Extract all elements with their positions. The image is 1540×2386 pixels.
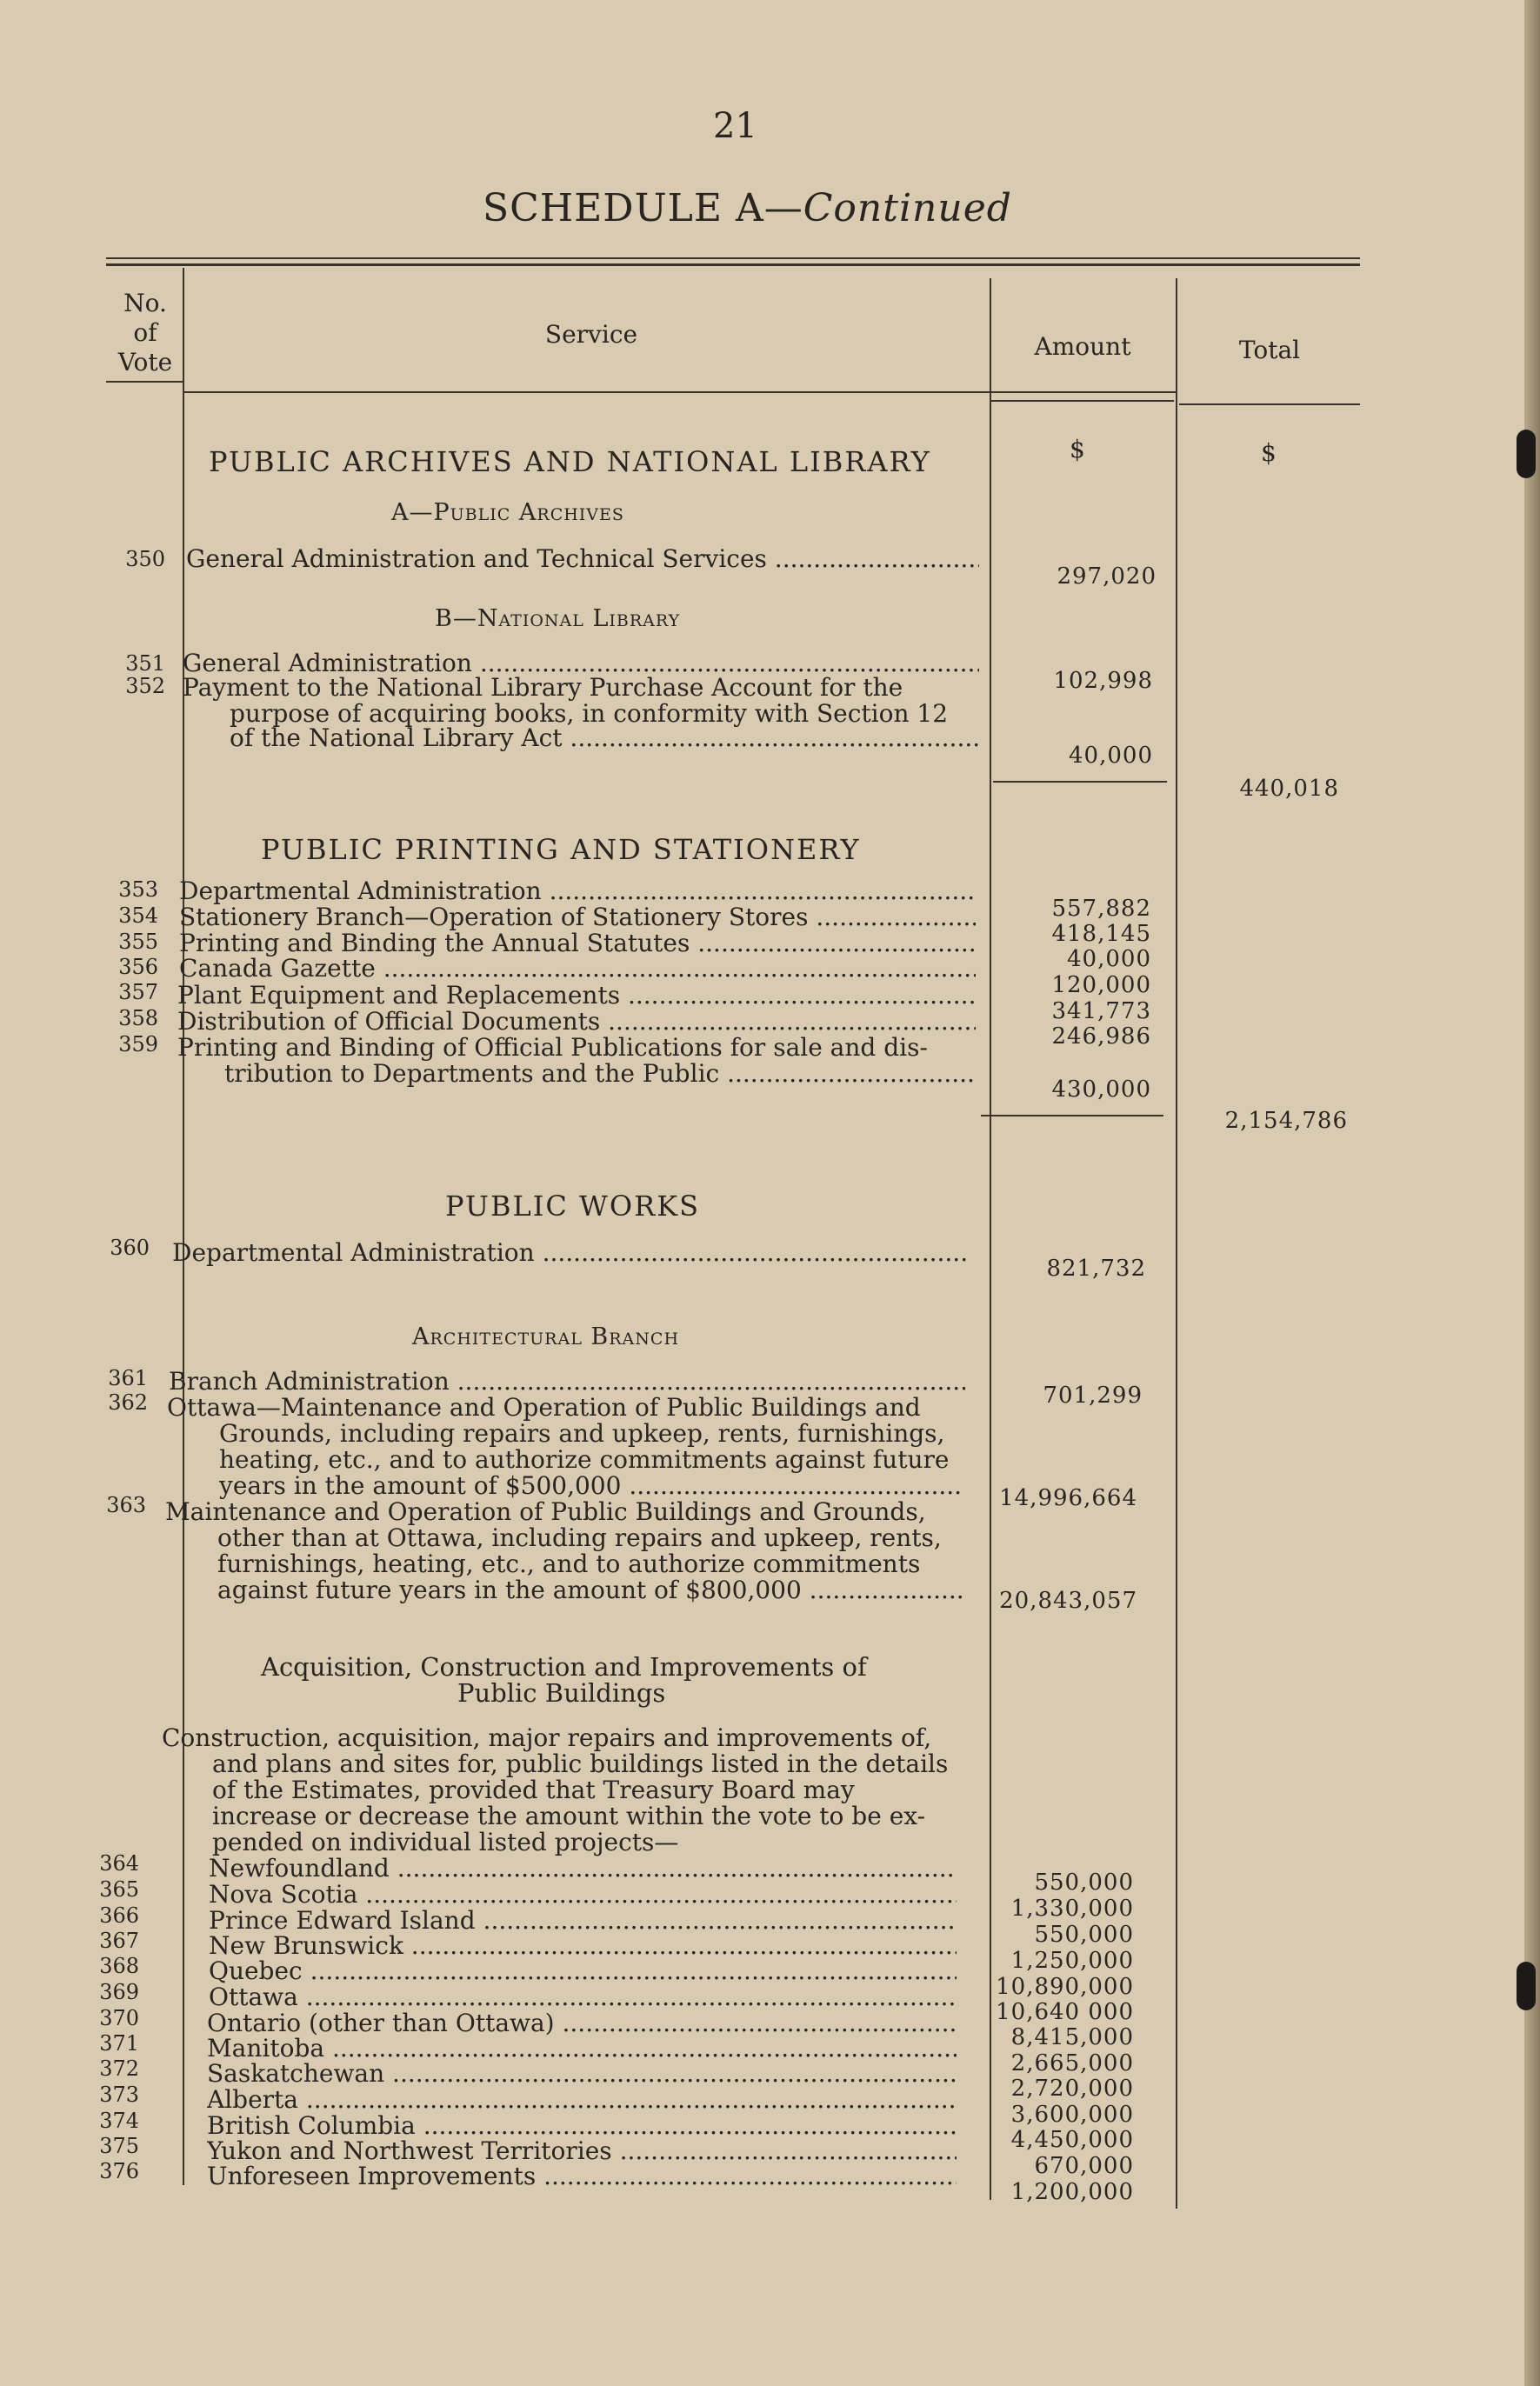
amount-value: 2,665,000: [1010, 2050, 1134, 2076]
service-label: Alberta .....: [207, 2087, 957, 2113]
acquisition-intro-line: pended on individual listed projects—: [212, 1828, 679, 1856]
service-label: Stationery Branch—Operation of Stationery Stores .....: [179, 904, 976, 930]
service-label: Prince Edward Island .....: [209, 1908, 957, 1934]
acquisition-intro-line: Construction, acquisition, major repairs and improvements of,: [162, 1723, 932, 1752]
section-heading-archives: PUBLIC ARCHIVES AND NATIONAL LIBRARY: [209, 445, 931, 478]
service-label: Unforeseen Improvements .....: [207, 2163, 957, 2189]
service-label-cont: tribution to Departments and the Public .....: [224, 1061, 976, 1087]
amount-header: Amount: [1034, 332, 1131, 361]
amount-value: 8,415,000: [1010, 2024, 1134, 2050]
amount-value: 10,890,000: [996, 1974, 1134, 2000]
service-label: General Administration and Technical Services .....: [186, 546, 979, 572]
vote-number: 360: [110, 1236, 150, 1260]
amount-value: 430,000: [1051, 1076, 1151, 1103]
acquisition-intro-line: of the Estimates, provided that Treasury Board may: [212, 1776, 855, 1804]
top-rule-double: [106, 263, 1360, 266]
service-label-cont: heating, etc., and to authorize commitments against future: [219, 1445, 950, 1474]
vote-number: 359: [118, 1032, 158, 1056]
total-header-rule: [1179, 403, 1360, 405]
amount-value: 821,732: [1046, 1256, 1146, 1282]
amount-divider: [1176, 278, 1177, 2209]
vote-number: 373: [99, 2083, 139, 2107]
subheading-architectural-branch: Architectural Branch: [412, 1323, 680, 1350]
service-label: Quebec .....: [209, 1958, 957, 1984]
amount-value: 102,998: [1053, 668, 1153, 694]
service-label: General Administration .....: [183, 650, 979, 676]
amount-value: 1,250,000: [1010, 1948, 1134, 1974]
amount-value: 1,330,000: [1010, 1896, 1134, 1922]
amount-value: 40,000: [1069, 743, 1153, 769]
amount-value: 14,996,664: [999, 1485, 1137, 1511]
service-label: Canada Gazette .....: [179, 956, 976, 982]
subtotal-rule: [981, 1115, 1163, 1116]
service-label: Departmental Administration .....: [172, 1240, 969, 1266]
service-label: Departmental Administration .....: [179, 878, 976, 904]
amount-value: 297,020: [1057, 563, 1157, 590]
amount-value: 40,000: [1067, 946, 1151, 972]
service-label: British Columbia .....: [207, 2113, 957, 2139]
service-label: Printing and Binding the Annual Statutes .....: [179, 930, 976, 956]
schedule-title: SCHEDULE A—Continued: [483, 186, 1012, 230]
acquisition-intro-line: increase or decrease the amount within the vote to be ex-: [212, 1802, 926, 1830]
top-rule: [106, 257, 1360, 259]
vote-number: 352: [125, 674, 165, 698]
vote-number: 367: [99, 1929, 139, 1953]
amount-value: 2,720,000: [1010, 2076, 1134, 2102]
service-label: Plant Equipment and Replacements .....: [177, 983, 976, 1009]
amount-value: 20,843,057: [999, 1588, 1137, 1614]
service-label: Ontario (other than Ottawa) .....: [207, 2010, 957, 2036]
vote-number: 369: [99, 1980, 139, 2004]
subtotal-rule: [993, 781, 1167, 783]
service-header: Service: [544, 320, 638, 349]
vote-number: 376: [99, 2159, 139, 2183]
service-label-cont: other than at Ottawa, including repairs and upkeep, rents,: [217, 1523, 942, 1552]
service-label-cont: Grounds, including repairs and upkeep, rents, furnishings,: [219, 1419, 945, 1448]
service-label: Branch Administration .....: [169, 1369, 965, 1395]
service-label: Manitoba .....: [207, 2036, 957, 2062]
vote-number: 372: [99, 2056, 139, 2081]
service-label-cont: of the National Library Act .....: [230, 725, 979, 751]
service-label-cont: purpose of acquiring books, in conformity with Section 12: [230, 699, 949, 728]
binding-hole: [1517, 1962, 1536, 2010]
vote-number: 362: [108, 1390, 148, 1415]
service-label: Printing and Binding of Official Publications for sale and dis-: [177, 1035, 928, 1061]
subheading-national-library: B—National Library: [435, 605, 681, 632]
service-label: Saskatchewan .....: [207, 2061, 957, 2087]
total-value: 2,154,786: [1224, 1108, 1348, 1134]
amount-value: 341,773: [1051, 998, 1151, 1024]
amount-value: 670,000: [1034, 2153, 1134, 2179]
subheading-public-archives: A—Public Archives: [391, 499, 624, 526]
vote-number: 364: [99, 1851, 139, 1876]
amount-value: 418,145: [1051, 921, 1151, 947]
amount-value: 550,000: [1034, 1922, 1134, 1948]
section-heading-works: PUBLIC WORKS: [445, 1190, 701, 1223]
vote-number: 374: [99, 2109, 139, 2133]
vote-number: 354: [118, 903, 158, 928]
service-header-rule: [184, 391, 1176, 393]
service-label: Maintenance and Operation of Public Buildings and Grounds,: [165, 1499, 926, 1525]
vote-number: 375: [99, 2134, 139, 2158]
service-label: Ottawa .....: [209, 1984, 957, 2010]
vote-header: No. of Vote: [117, 289, 173, 377]
page-number: 21: [713, 106, 757, 146]
page-edge: [1524, 0, 1540, 2386]
vote-divider: [183, 268, 184, 2185]
service-label: Ottawa—Maintenance and Operation of Public Buildings and: [167, 1395, 921, 1421]
subheading-acquisition-1: Acquisition, Construction and Improvements of: [261, 1652, 867, 1682]
service-label-cont: years in the amount of $500,000 .....: [219, 1473, 960, 1499]
total-header: Total: [1238, 336, 1301, 364]
vote-number: 358: [118, 1006, 158, 1030]
amount-value: 1,200,000: [1010, 2179, 1134, 2205]
vote-number: 370: [99, 2006, 139, 2030]
vote-number: 363: [106, 1493, 146, 1517]
amount-value: 3,600,000: [1010, 2102, 1134, 2128]
amount-value: 120,000: [1051, 972, 1151, 998]
vote-number: 351: [125, 651, 165, 676]
amount-value: 550,000: [1034, 1869, 1134, 1896]
service-label: Yukon and Northwest Territories .....: [207, 2138, 957, 2164]
binding-hole: [1517, 430, 1536, 478]
acquisition-intro-line: and plans and sites for, public buildings listed in the details: [212, 1750, 949, 1778]
total-currency: $: [1261, 438, 1277, 467]
vote-header-rule: [106, 381, 183, 383]
vote-number: 371: [99, 2031, 139, 2056]
amount-header-rule: [991, 400, 1174, 402]
vote-number: 361: [108, 1366, 148, 1390]
amount-value: 246,986: [1051, 1023, 1151, 1050]
vote-number: 365: [99, 1877, 139, 1902]
section-heading-printing: PUBLIC PRINTING AND STATIONERY: [261, 833, 861, 866]
vote-number: 368: [99, 1954, 139, 1978]
service-label-cont: furnishings, heating, etc., and to authorize commitments: [217, 1550, 921, 1578]
service-label: Payment to the National Library Purchase Account for the: [183, 675, 903, 701]
total-value: 440,018: [1239, 776, 1339, 802]
amount-value: 701,299: [1043, 1383, 1143, 1409]
service-label: Nova Scotia .....: [209, 1882, 957, 1908]
service-label: Newfoundland .....: [209, 1856, 957, 1882]
amount-value: 10,640 000: [996, 1999, 1134, 2025]
vote-number: 355: [118, 930, 158, 954]
service-label: New Brunswick .....: [209, 1933, 957, 1959]
service-label-cont: against future years in the amount of $800,000 .....: [217, 1577, 962, 1603]
service-label: Distribution of Official Documents .....: [177, 1009, 976, 1035]
amount-value: 557,882: [1051, 896, 1151, 922]
subheading-acquisition-2: Public Buildings: [457, 1678, 666, 1708]
vote-number: 366: [99, 1903, 139, 1928]
vote-number: 350: [125, 547, 165, 571]
vote-number: 357: [118, 980, 158, 1004]
amount-currency: $: [1070, 435, 1085, 463]
amount-value: 4,450,000: [1010, 2127, 1134, 2153]
vote-number: 353: [118, 877, 158, 902]
vote-number: 356: [118, 955, 158, 979]
